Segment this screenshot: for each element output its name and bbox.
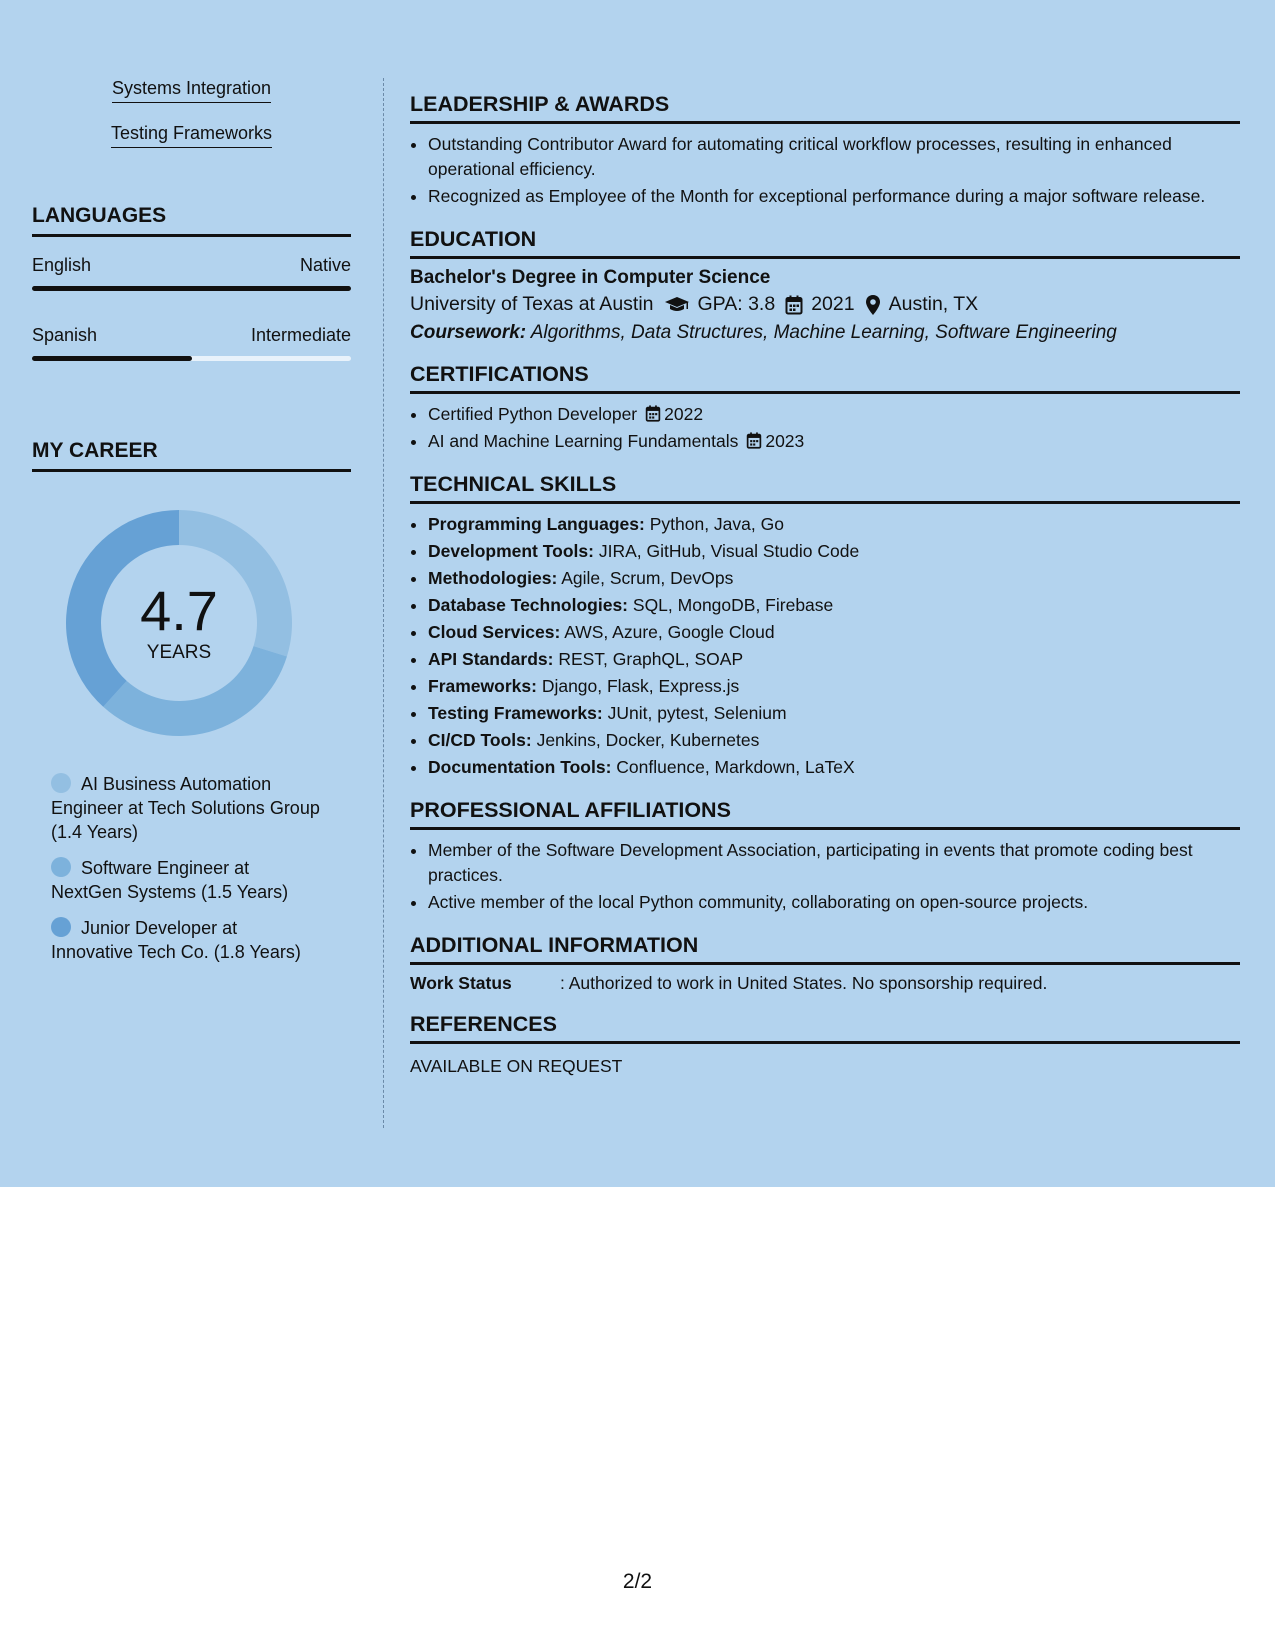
skill-item	[428, 512, 1240, 537]
skill-link[interactable]: Testing Frameworks	[111, 123, 272, 148]
skill-value: Confluence, Markdown, LaTeX	[616, 757, 855, 777]
career-legend	[51, 772, 321, 964]
graduation-year: 2021	[811, 293, 855, 315]
references-heading: REFERENCES	[410, 1012, 1240, 1044]
skill-label: Programming Languages:	[428, 514, 645, 534]
skill-value: JUnit, pytest, Selenium	[607, 703, 787, 723]
school-location: Austin, TX	[888, 293, 979, 315]
location-pin-icon	[865, 294, 881, 316]
skill-item	[428, 566, 1240, 591]
graduation-cap-icon	[664, 296, 690, 314]
certification-year: 2023	[765, 431, 805, 451]
leadership-item: • Recognized as Employee of the Month for exceptional performance during a major software release.	[428, 184, 1240, 209]
technical-skills-heading: TECHNICAL SKILLS	[410, 472, 1240, 504]
languages-section	[32, 204, 351, 361]
skill-value: Python, Java, Go	[649, 514, 784, 534]
legend-dot	[51, 917, 71, 937]
affiliations-section	[410, 798, 1240, 915]
sidebar	[32, 78, 351, 976]
certification-item	[428, 429, 1240, 454]
skill-value: Agile, Scrum, DevOps	[561, 568, 734, 588]
main-content	[410, 92, 1240, 1095]
certification-name: AI and Machine Learning Fundamentals	[428, 431, 739, 451]
career-donut	[66, 510, 292, 736]
education-details	[410, 293, 1240, 316]
skill-label: Cloud Services:	[428, 622, 561, 642]
leadership-section	[410, 92, 1240, 209]
work-status-row	[410, 973, 1240, 994]
affiliation-item: • Active member of the local Python community, collaborating on open-source projects.	[428, 890, 1240, 915]
skill-value: Django, Flask, Express.js	[541, 676, 740, 696]
career-unit: YEARS	[146, 642, 212, 663]
skill-item	[428, 755, 1240, 780]
work-status-value: : Authorized to work in United States. No sponsorship required.	[560, 973, 1048, 993]
skill-label: Database Technologies:	[428, 595, 629, 615]
calendar-icon	[746, 432, 762, 449]
degree-title: Bachelor's Degree in Computer Science	[410, 267, 771, 288]
skill-label: Development Tools:	[428, 541, 594, 561]
leadership-heading: LEADERSHIP & AWARDS	[410, 92, 1240, 124]
coursework	[410, 322, 1240, 344]
gpa: GPA: 3.8	[697, 293, 776, 315]
certification-name: Certified Python Developer	[428, 404, 638, 424]
references-text: AVAILABLE ON REQUEST	[410, 1056, 623, 1076]
certifications-heading: CERTIFICATIONS	[410, 362, 1240, 394]
languages-heading: LANGUAGES	[32, 204, 351, 237]
page-number: 2/2	[622, 1570, 653, 1593]
skill-value: SQL, MongoDB, Firebase	[632, 595, 834, 615]
legend-dot	[51, 773, 71, 793]
career-heading: MY CAREER	[32, 439, 351, 472]
skill-item	[428, 701, 1240, 726]
technical-skills-section	[410, 472, 1240, 780]
legend-item	[51, 856, 321, 904]
additional-info-section	[410, 933, 1240, 994]
career-total: 4.7	[140, 579, 218, 642]
skill-value: JIRA, GitHub, Visual Studio Code	[598, 541, 860, 561]
skill-item	[428, 674, 1240, 699]
language-bar-fill	[32, 356, 192, 361]
affiliation-item: • Member of the Software Development Association, participating in events that promote coding best practices.	[428, 838, 1240, 888]
affiliations-heading: PROFESSIONAL AFFILIATIONS	[410, 798, 1240, 830]
skill-value: AWS, Azure, Google Cloud	[564, 622, 775, 642]
skill-links	[32, 78, 351, 168]
skill-label: API Standards:	[428, 649, 554, 669]
legend-label: Software Engineer at NextGen Systems (1.5 Years)	[51, 858, 289, 902]
skill-item	[428, 647, 1240, 672]
skill-label: CI/CD Tools:	[428, 730, 532, 750]
legend-label: Junior Developer at Innovative Tech Co. (1.8 Years)	[51, 918, 301, 962]
skill-value: Jenkins, Docker, Kubernetes	[536, 730, 760, 750]
coursework-list: Algorithms, Data Structures, Machine Learning, Software Engineering	[530, 322, 1117, 343]
leadership-item: • Outstanding Contributor Award for automating critical workflow processes, resulting in enhanced operational efficiency.	[428, 132, 1240, 182]
references-section	[410, 1012, 1240, 1077]
language-bar-fill	[32, 286, 351, 291]
education-section	[410, 227, 1240, 344]
skill-item	[428, 539, 1240, 564]
language-bar	[32, 356, 351, 361]
language-bar	[32, 286, 351, 291]
legend-item	[51, 916, 321, 964]
legend-label: AI Business Automation Engineer at Tech Solutions Group (1.4 Years)	[51, 774, 320, 842]
calendar-icon	[645, 405, 661, 422]
calendar-icon	[785, 295, 803, 315]
career-section	[32, 439, 351, 964]
additional-info-heading: ADDITIONAL INFORMATION	[410, 933, 1240, 965]
skill-value: REST, GraphQL, SOAP	[558, 649, 744, 669]
skill-label: Frameworks:	[428, 676, 537, 696]
skill-link[interactable]: Systems Integration	[112, 78, 271, 103]
work-status-label: Work Status	[410, 973, 512, 993]
skill-label: Methodologies:	[428, 568, 558, 588]
school-name: University of Texas at Austin	[410, 293, 654, 315]
language-row	[32, 325, 351, 346]
legend-dot	[51, 857, 71, 877]
skill-label: Documentation Tools:	[428, 757, 612, 777]
language-level: Intermediate	[250, 325, 351, 345]
certifications-section	[410, 362, 1240, 454]
column-divider	[383, 78, 384, 1128]
donut-center	[66, 510, 292, 736]
legend-item	[51, 772, 321, 844]
language-level: Native	[299, 255, 351, 275]
certification-item	[428, 402, 1240, 427]
skill-item	[428, 728, 1240, 753]
language-row	[32, 255, 351, 276]
education-heading: EDUCATION	[410, 227, 1240, 259]
language-name: English	[32, 255, 92, 275]
language-name: Spanish	[32, 325, 98, 345]
skill-item	[428, 620, 1240, 645]
skill-label: Testing Frameworks:	[428, 703, 603, 723]
coursework-label: Coursework:	[410, 322, 527, 343]
skill-item	[428, 593, 1240, 618]
certification-year: 2022	[664, 404, 704, 424]
